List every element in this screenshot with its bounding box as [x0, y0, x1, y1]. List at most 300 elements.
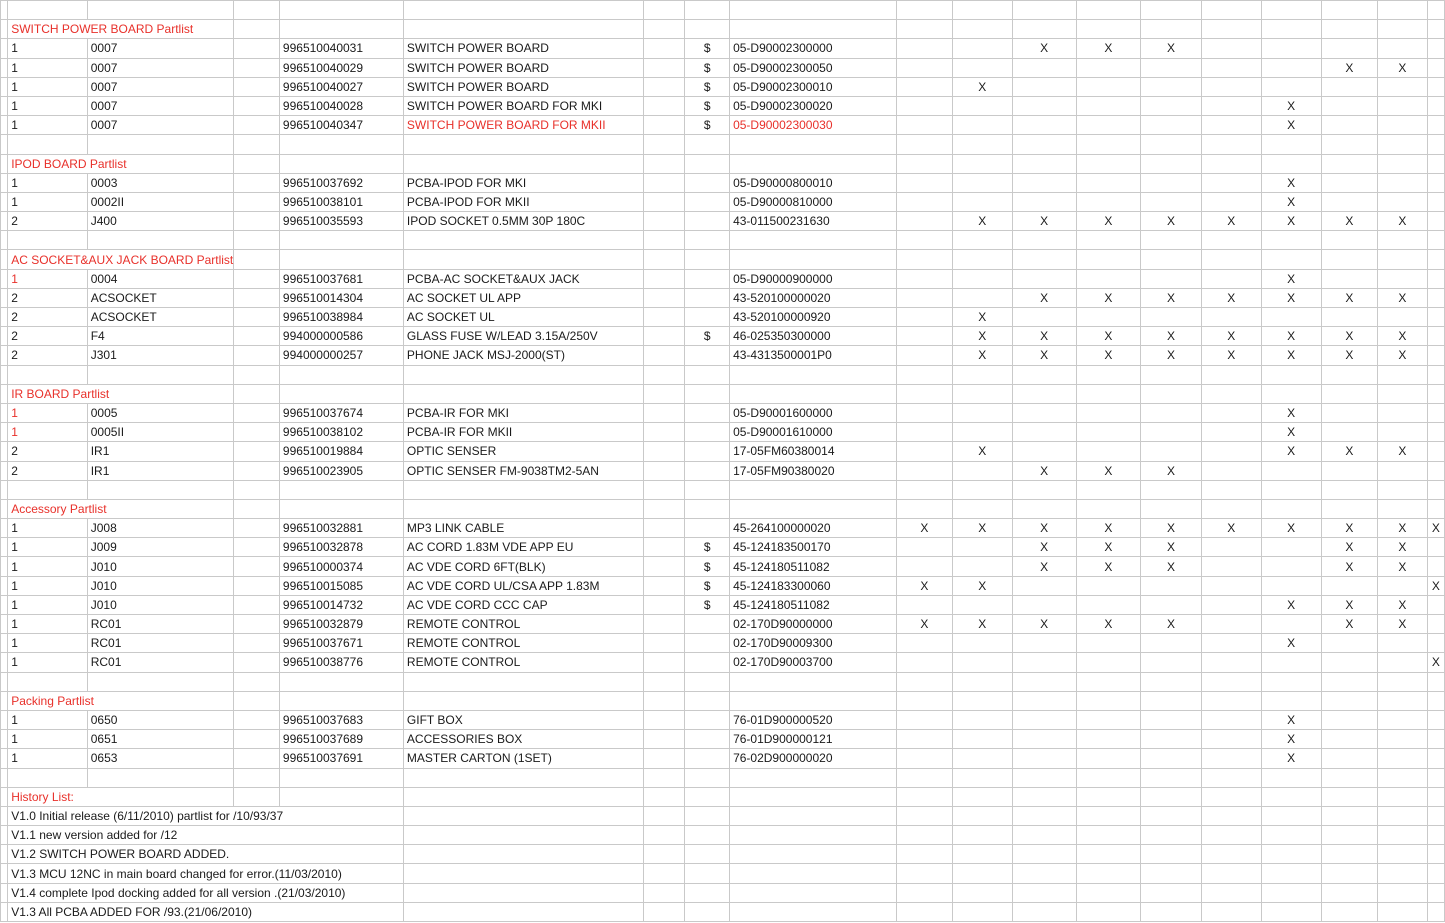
code-cell[interactable]: 43-520100000920 [730, 308, 897, 327]
version-mark-cell[interactable]: X [1261, 519, 1321, 538]
description-cell[interactable]: SWITCH POWER BOARD FOR MKI [403, 96, 644, 115]
empty-cell[interactable] [234, 499, 280, 518]
empty-cell[interactable] [1012, 845, 1076, 864]
version-mark-cell[interactable] [1202, 653, 1261, 672]
empty-cell[interactable] [896, 20, 952, 39]
qty-cell[interactable]: 1 [8, 77, 88, 96]
version-mark-cell[interactable] [1427, 39, 1444, 58]
empty-cell[interactable] [1141, 787, 1202, 806]
empty-cell[interactable] [1378, 902, 1428, 921]
empty-cell[interactable] [730, 902, 897, 921]
version-mark-cell[interactable]: X [1261, 288, 1321, 307]
version-mark-cell[interactable]: X [1076, 615, 1140, 634]
version-mark-cell[interactable] [1378, 96, 1428, 115]
version-mark-cell[interactable] [1427, 423, 1444, 442]
position-cell[interactable]: 0651 [87, 730, 234, 749]
empty-cell[interactable] [685, 787, 730, 806]
empty-cell[interactable] [1427, 845, 1444, 864]
margin-cell[interactable] [1, 39, 8, 58]
margin-cell[interactable] [1, 710, 8, 729]
currency-cell[interactable] [685, 212, 730, 231]
empty-cell[interactable] [1141, 691, 1202, 710]
version-mark-cell[interactable] [1076, 634, 1140, 653]
qty-cell[interactable]: 2 [8, 346, 88, 365]
version-mark-cell[interactable] [1141, 77, 1202, 96]
empty-cell[interactable] [1012, 480, 1076, 499]
version-mark-cell[interactable] [1202, 710, 1261, 729]
empty-cell[interactable] [1141, 883, 1202, 902]
empty-cell[interactable] [403, 806, 644, 825]
currency-cell[interactable] [685, 403, 730, 422]
version-mark-cell[interactable] [896, 557, 952, 576]
empty-cell[interactable] [953, 480, 1012, 499]
version-mark-cell[interactable] [1202, 730, 1261, 749]
margin-cell[interactable] [1, 806, 8, 825]
empty-cell[interactable] [1261, 883, 1321, 902]
version-mark-cell[interactable]: X [1321, 538, 1377, 557]
empty-cell[interactable] [1, 231, 8, 250]
empty-cell[interactable] [644, 480, 685, 499]
version-mark-cell[interactable] [1141, 442, 1202, 461]
empty-cell[interactable] [644, 864, 685, 883]
empty-cell[interactable] [1261, 231, 1321, 250]
description-cell[interactable]: MP3 LINK CABLE [403, 519, 644, 538]
empty-cell[interactable] [1, 154, 8, 173]
description-cell[interactable]: GLASS FUSE W/LEAD 3.15A/250V [403, 327, 644, 346]
empty-cell[interactable] [234, 173, 280, 192]
position-cell[interactable]: 0007 [87, 39, 234, 58]
version-mark-cell[interactable] [1012, 749, 1076, 768]
empty-cell[interactable] [87, 1, 234, 20]
version-mark-cell[interactable] [1261, 58, 1321, 77]
empty-cell[interactable] [279, 691, 403, 710]
section-title[interactable]: SWITCH POWER BOARD Partlist [8, 20, 234, 39]
empty-cell[interactable] [234, 365, 280, 384]
version-mark-cell[interactable] [1202, 116, 1261, 135]
empty-cell[interactable] [234, 768, 280, 787]
empty-cell[interactable] [1202, 20, 1261, 39]
empty-cell[interactable] [730, 154, 897, 173]
version-mark-cell[interactable]: X [1202, 288, 1261, 307]
margin-cell[interactable] [1, 845, 8, 864]
12nc-cell[interactable]: 996510014732 [279, 595, 403, 614]
version-mark-cell[interactable] [1321, 730, 1377, 749]
empty-cell[interactable] [685, 672, 730, 691]
code-cell[interactable]: 76-01D900000520 [730, 710, 897, 729]
version-mark-cell[interactable]: X [1261, 173, 1321, 192]
code-cell[interactable]: 05-D90000900000 [730, 269, 897, 288]
empty-cell[interactable] [1012, 135, 1076, 154]
empty-cell[interactable] [730, 384, 897, 403]
empty-cell[interactable] [1141, 250, 1202, 269]
empty-cell[interactable] [1141, 154, 1202, 173]
empty-cell[interactable] [644, 806, 685, 825]
empty-cell[interactable] [685, 768, 730, 787]
version-mark-cell[interactable] [953, 116, 1012, 135]
description-cell[interactable]: AC VDE CORD CCC CAP [403, 595, 644, 614]
qty-cell[interactable]: 1 [8, 653, 88, 672]
empty-cell[interactable] [644, 538, 685, 557]
empty-cell[interactable] [685, 499, 730, 518]
version-mark-cell[interactable] [1141, 749, 1202, 768]
version-mark-cell[interactable] [1076, 173, 1140, 192]
version-mark-cell[interactable] [953, 461, 1012, 480]
position-cell[interactable]: J400 [87, 212, 234, 231]
empty-cell[interactable] [1321, 768, 1377, 787]
empty-cell[interactable] [234, 730, 280, 749]
position-cell[interactable]: RC01 [87, 653, 234, 672]
12nc-cell[interactable]: 996510023905 [279, 461, 403, 480]
empty-cell[interactable] [1427, 250, 1444, 269]
history-title[interactable]: History List: [8, 787, 234, 806]
version-mark-cell[interactable] [1427, 615, 1444, 634]
margin-cell[interactable] [1, 519, 8, 538]
version-mark-cell[interactable] [953, 749, 1012, 768]
empty-cell[interactable] [403, 384, 644, 403]
version-mark-cell[interactable] [896, 77, 952, 96]
position-cell[interactable]: ACSOCKET [87, 288, 234, 307]
empty-cell[interactable] [1, 787, 8, 806]
version-mark-cell[interactable] [1427, 192, 1444, 211]
empty-cell[interactable] [1321, 902, 1377, 921]
empty-cell[interactable] [234, 192, 280, 211]
qty-cell[interactable]: 1 [8, 96, 88, 115]
qty-cell[interactable]: 1 [8, 403, 88, 422]
version-mark-cell[interactable]: X [1427, 576, 1444, 595]
version-mark-cell[interactable]: X [1261, 595, 1321, 614]
currency-cell[interactable] [685, 423, 730, 442]
position-cell[interactable]: 0005II [87, 423, 234, 442]
empty-cell[interactable] [1261, 135, 1321, 154]
empty-cell[interactable] [403, 1, 644, 20]
position-cell[interactable]: RC01 [87, 634, 234, 653]
empty-cell[interactable] [1012, 864, 1076, 883]
version-mark-cell[interactable] [1202, 442, 1261, 461]
empty-cell[interactable] [953, 1, 1012, 20]
version-mark-cell[interactable]: X [1076, 519, 1140, 538]
empty-cell[interactable] [896, 499, 952, 518]
version-mark-cell[interactable] [1076, 58, 1140, 77]
empty-cell[interactable] [1012, 384, 1076, 403]
empty-cell[interactable] [279, 787, 403, 806]
version-mark-cell[interactable] [1378, 269, 1428, 288]
history-entry[interactable]: V1.0 Initial release (6/11/2010) partlist for /10/93/37 [8, 806, 404, 825]
version-mark-cell[interactable] [1202, 77, 1261, 96]
version-mark-cell[interactable]: X [1321, 288, 1377, 307]
empty-cell[interactable] [644, 595, 685, 614]
empty-cell[interactable] [1321, 787, 1377, 806]
version-mark-cell[interactable]: X [1141, 346, 1202, 365]
version-mark-cell[interactable] [896, 461, 952, 480]
empty-cell[interactable] [730, 135, 897, 154]
empty-cell[interactable] [896, 154, 952, 173]
empty-cell[interactable] [8, 1, 88, 20]
version-mark-cell[interactable]: X [1378, 442, 1428, 461]
position-cell[interactable]: 0003 [87, 173, 234, 192]
12nc-cell[interactable]: 996510037681 [279, 269, 403, 288]
empty-cell[interactable] [279, 365, 403, 384]
empty-cell[interactable] [1202, 154, 1261, 173]
version-mark-cell[interactable] [953, 423, 1012, 442]
empty-cell[interactable] [1321, 20, 1377, 39]
empty-cell[interactable] [644, 768, 685, 787]
empty-cell[interactable] [1, 365, 8, 384]
empty-cell[interactable] [279, 672, 403, 691]
empty-cell[interactable] [644, 212, 685, 231]
empty-cell[interactable] [685, 845, 730, 864]
qty-cell[interactable]: 1 [8, 615, 88, 634]
empty-cell[interactable] [234, 519, 280, 538]
empty-cell[interactable] [953, 499, 1012, 518]
empty-cell[interactable] [8, 768, 88, 787]
version-mark-cell[interactable]: X [1261, 634, 1321, 653]
margin-cell[interactable] [1, 288, 8, 307]
empty-cell[interactable] [644, 672, 685, 691]
version-mark-cell[interactable] [896, 730, 952, 749]
empty-cell[interactable] [953, 883, 1012, 902]
empty-cell[interactable] [896, 826, 952, 845]
version-mark-cell[interactable] [1012, 730, 1076, 749]
version-mark-cell[interactable] [896, 308, 952, 327]
version-mark-cell[interactable] [1076, 96, 1140, 115]
version-mark-cell[interactable] [1076, 576, 1140, 595]
empty-cell[interactable] [1427, 883, 1444, 902]
empty-cell[interactable] [730, 672, 897, 691]
empty-cell[interactable] [1076, 499, 1140, 518]
version-mark-cell[interactable]: X [1012, 538, 1076, 557]
empty-cell[interactable] [644, 653, 685, 672]
margin-cell[interactable] [1, 96, 8, 115]
version-mark-cell[interactable] [1202, 39, 1261, 58]
version-mark-cell[interactable] [1427, 116, 1444, 135]
empty-cell[interactable] [1321, 154, 1377, 173]
empty-cell[interactable] [953, 691, 1012, 710]
empty-cell[interactable] [234, 231, 280, 250]
version-mark-cell[interactable] [896, 327, 952, 346]
empty-cell[interactable] [1378, 250, 1428, 269]
description-cell[interactable]: ACCESSORIES BOX [403, 730, 644, 749]
margin-cell[interactable] [1, 634, 8, 653]
version-mark-cell[interactable]: X [953, 327, 1012, 346]
empty-cell[interactable] [1076, 883, 1140, 902]
version-mark-cell[interactable]: X [1141, 615, 1202, 634]
version-mark-cell[interactable] [896, 96, 952, 115]
version-mark-cell[interactable] [1141, 308, 1202, 327]
empty-cell[interactable] [644, 1, 685, 20]
12nc-cell[interactable]: 996510019884 [279, 442, 403, 461]
margin-cell[interactable] [1, 58, 8, 77]
version-mark-cell[interactable]: X [1378, 327, 1428, 346]
qty-cell[interactable]: 2 [8, 308, 88, 327]
version-mark-cell[interactable] [1321, 116, 1377, 135]
empty-cell[interactable] [730, 499, 897, 518]
version-mark-cell[interactable] [953, 730, 1012, 749]
margin-cell[interactable] [1, 423, 8, 442]
version-mark-cell[interactable] [1427, 461, 1444, 480]
empty-cell[interactable] [234, 250, 280, 269]
description-cell[interactable]: PHONE JACK MSJ-2000(ST) [403, 346, 644, 365]
empty-cell[interactable] [1076, 365, 1140, 384]
code-cell[interactable]: 05-D90002300020 [730, 96, 897, 115]
version-mark-cell[interactable] [1141, 576, 1202, 595]
version-mark-cell[interactable] [1427, 634, 1444, 653]
version-mark-cell[interactable] [896, 634, 952, 653]
empty-cell[interactable] [1, 20, 8, 39]
empty-cell[interactable] [87, 672, 234, 691]
empty-cell[interactable] [730, 845, 897, 864]
empty-cell[interactable] [1261, 499, 1321, 518]
version-mark-cell[interactable] [1427, 173, 1444, 192]
version-mark-cell[interactable]: X [953, 212, 1012, 231]
description-cell[interactable]: IPOD SOCKET 0.5MM 30P 180C [403, 212, 644, 231]
empty-cell[interactable] [234, 269, 280, 288]
empty-cell[interactable] [896, 806, 952, 825]
code-cell[interactable]: 45-124180511082 [730, 557, 897, 576]
empty-cell[interactable] [1261, 20, 1321, 39]
version-mark-cell[interactable] [896, 749, 952, 768]
empty-cell[interactable] [234, 39, 280, 58]
empty-cell[interactable] [896, 365, 952, 384]
empty-cell[interactable] [279, 20, 403, 39]
version-mark-cell[interactable]: X [1261, 403, 1321, 422]
empty-cell[interactable] [644, 461, 685, 480]
currency-cell[interactable]: $ [685, 116, 730, 135]
version-mark-cell[interactable] [1427, 269, 1444, 288]
version-mark-cell[interactable] [953, 538, 1012, 557]
empty-cell[interactable] [685, 902, 730, 921]
empty-cell[interactable] [685, 250, 730, 269]
empty-cell[interactable] [1076, 768, 1140, 787]
empty-cell[interactable] [1202, 902, 1261, 921]
version-mark-cell[interactable]: X [1261, 327, 1321, 346]
position-cell[interactable]: RC01 [87, 615, 234, 634]
description-cell[interactable]: SWITCH POWER BOARD [403, 77, 644, 96]
empty-cell[interactable] [1321, 250, 1377, 269]
version-mark-cell[interactable] [1321, 403, 1377, 422]
version-mark-cell[interactable]: X [953, 442, 1012, 461]
version-mark-cell[interactable] [896, 710, 952, 729]
empty-cell[interactable] [730, 250, 897, 269]
position-cell[interactable]: 0650 [87, 710, 234, 729]
empty-cell[interactable] [1141, 20, 1202, 39]
empty-cell[interactable] [1378, 845, 1428, 864]
empty-cell[interactable] [1, 480, 8, 499]
version-mark-cell[interactable] [1202, 538, 1261, 557]
12nc-cell[interactable]: 996510038102 [279, 423, 403, 442]
empty-cell[interactable] [1076, 384, 1140, 403]
empty-cell[interactable] [87, 135, 234, 154]
empty-cell[interactable] [1012, 768, 1076, 787]
version-mark-cell[interactable]: X [1141, 519, 1202, 538]
empty-cell[interactable] [1012, 883, 1076, 902]
margin-cell[interactable] [1, 653, 8, 672]
empty-cell[interactable] [1141, 135, 1202, 154]
12nc-cell[interactable]: 996510038776 [279, 653, 403, 672]
description-cell[interactable]: SWITCH POWER BOARD [403, 58, 644, 77]
empty-cell[interactable] [685, 231, 730, 250]
empty-cell[interactable] [1, 135, 8, 154]
version-mark-cell[interactable]: X [1261, 269, 1321, 288]
empty-cell[interactable] [234, 710, 280, 729]
empty-cell[interactable] [1378, 883, 1428, 902]
empty-cell[interactable] [1076, 1, 1140, 20]
currency-cell[interactable]: $ [685, 77, 730, 96]
empty-cell[interactable] [1012, 826, 1076, 845]
section-title[interactable]: Accessory Partlist [8, 499, 234, 518]
version-mark-cell[interactable] [1012, 308, 1076, 327]
version-mark-cell[interactable]: X [1321, 557, 1377, 576]
12nc-cell[interactable]: 996510014304 [279, 288, 403, 307]
empty-cell[interactable] [1141, 864, 1202, 883]
currency-cell[interactable]: $ [685, 327, 730, 346]
qty-cell[interactable]: 2 [8, 327, 88, 346]
empty-cell[interactable] [685, 480, 730, 499]
version-mark-cell[interactable]: X [1012, 288, 1076, 307]
version-mark-cell[interactable]: X [1378, 615, 1428, 634]
version-mark-cell[interactable] [1076, 423, 1140, 442]
version-mark-cell[interactable]: X [953, 346, 1012, 365]
empty-cell[interactable] [1321, 672, 1377, 691]
empty-cell[interactable] [1378, 768, 1428, 787]
12nc-cell[interactable]: 996510040031 [279, 39, 403, 58]
empty-cell[interactable] [644, 442, 685, 461]
empty-cell[interactable] [234, 653, 280, 672]
empty-cell[interactable] [1012, 691, 1076, 710]
empty-cell[interactable] [953, 672, 1012, 691]
qty-cell[interactable]: 1 [8, 576, 88, 595]
version-mark-cell[interactable] [1076, 710, 1140, 729]
empty-cell[interactable] [953, 365, 1012, 384]
version-mark-cell[interactable]: X [1141, 212, 1202, 231]
version-mark-cell[interactable] [1427, 96, 1444, 115]
empty-cell[interactable] [234, 212, 280, 231]
version-mark-cell[interactable] [1012, 576, 1076, 595]
empty-cell[interactable] [234, 461, 280, 480]
version-mark-cell[interactable] [896, 192, 952, 211]
empty-cell[interactable] [1141, 365, 1202, 384]
version-mark-cell[interactable] [1378, 576, 1428, 595]
qty-cell[interactable]: 2 [8, 288, 88, 307]
empty-cell[interactable] [1321, 231, 1377, 250]
version-mark-cell[interactable]: X [1141, 461, 1202, 480]
empty-cell[interactable] [1076, 20, 1140, 39]
version-mark-cell[interactable]: X [1427, 653, 1444, 672]
version-mark-cell[interactable] [1261, 77, 1321, 96]
empty-cell[interactable] [1261, 365, 1321, 384]
currency-cell[interactable] [685, 173, 730, 192]
empty-cell[interactable] [730, 20, 897, 39]
empty-cell[interactable] [730, 768, 897, 787]
description-cell[interactable]: AC VDE CORD UL/CSA APP 1.83M [403, 576, 644, 595]
version-mark-cell[interactable] [1141, 192, 1202, 211]
version-mark-cell[interactable]: X [1321, 212, 1377, 231]
version-mark-cell[interactable] [1261, 308, 1321, 327]
code-cell[interactable]: 05-D90002300010 [730, 77, 897, 96]
version-mark-cell[interactable] [1378, 461, 1428, 480]
empty-cell[interactable] [1076, 154, 1140, 173]
empty-cell[interactable] [1378, 20, 1428, 39]
version-mark-cell[interactable] [1141, 96, 1202, 115]
empty-cell[interactable] [1202, 231, 1261, 250]
version-mark-cell[interactable]: X [1261, 192, 1321, 211]
empty-cell[interactable] [953, 768, 1012, 787]
currency-cell[interactable] [685, 461, 730, 480]
version-mark-cell[interactable]: X [1012, 346, 1076, 365]
history-entry[interactable]: V1.1 new version added for /12 [8, 826, 404, 845]
empty-cell[interactable] [730, 1, 897, 20]
version-mark-cell[interactable] [1427, 538, 1444, 557]
empty-cell[interactable] [234, 154, 280, 173]
